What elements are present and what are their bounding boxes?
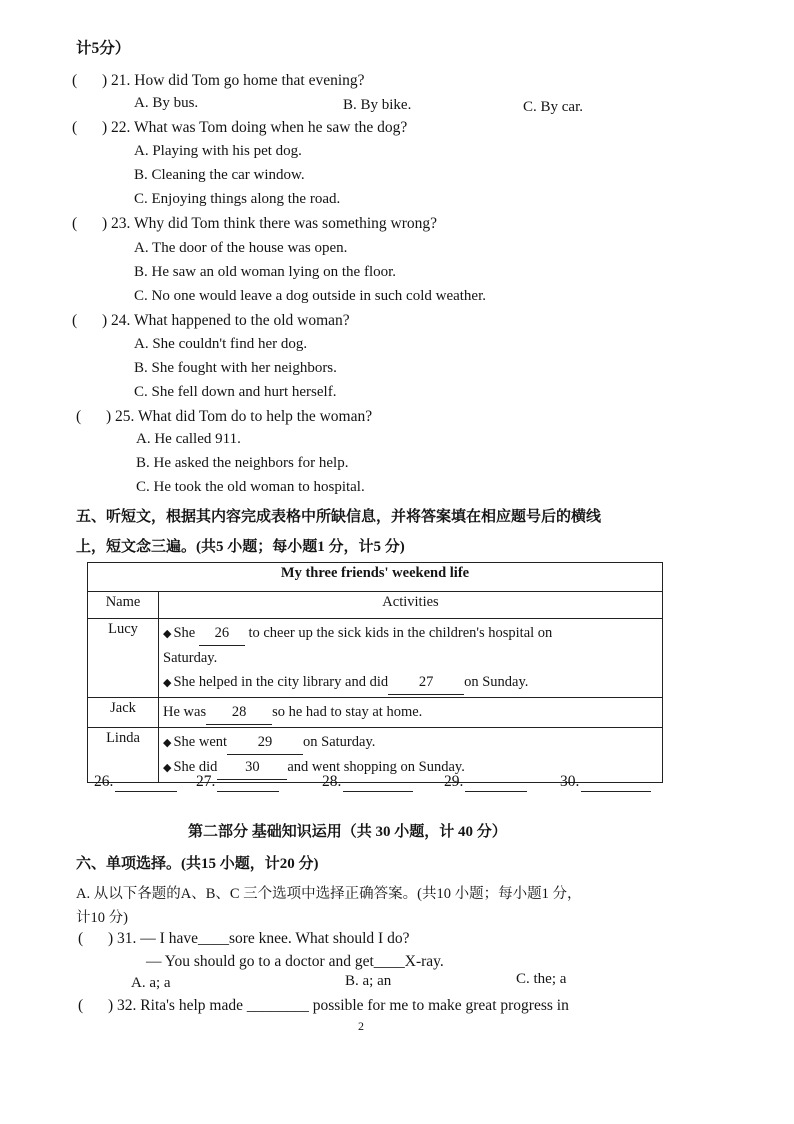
question-31-line2: — You should go to a doctor and get____X-ray.	[146, 953, 444, 970]
section5-title-line2: 上，短文念三遍。(共5 小题；每小题1 分，计5 分)	[76, 539, 405, 555]
row-name-jack: Jack	[88, 698, 159, 728]
row-name-linda: Linda	[88, 728, 159, 783]
answer-blank-30[interactable]	[581, 773, 651, 792]
section6-instr-line1: A. 从以下各题的A、B、C 三个选项中选择正确答案。(共10 小题；每小题1 分，	[76, 886, 582, 902]
page-number: 2	[358, 1019, 364, 1033]
option-22c: C. Enjoying things along the road.	[134, 191, 341, 207]
option-24a: A. She couldn't find her dog.	[134, 336, 308, 352]
option-21a: A. By bus.	[134, 95, 199, 111]
question-24-text: 24. What happened to the old woman?	[111, 312, 350, 329]
section6-title: 六、单项选择。(共15 小题，计20 分)	[76, 856, 319, 872]
option-31c: C. the; a	[516, 971, 567, 987]
blank-29[interactable]: 29	[227, 730, 303, 755]
question-25-text: 25. What did Tom do to help the woman?	[115, 408, 373, 425]
row-name-lucy: Lucy	[88, 619, 159, 698]
lucy-line1-cont: Saturday.	[163, 650, 218, 666]
diamond-bullet-icon: ◆	[163, 762, 172, 774]
table-row: Lucy ◆ She 26 to cheer up the sick kids in the children's hospital on Saturday. ◆ She helped in the city library and did 27 on Sunday.	[88, 619, 663, 698]
option-21b: B. By bike.	[343, 97, 412, 113]
part2-heading: 第二部分 基础知识运用（共 30 小题，计 40 分）	[188, 824, 507, 840]
question-31: ( ) 31. — I have____sore knee. What should I do?	[78, 930, 410, 947]
option-24b: B. She fought with her neighbors.	[134, 360, 337, 376]
question-21-text: 21. How did Tom go home that evening?	[111, 72, 365, 89]
option-23c: C. No one would leave a dog outside in such cold weather.	[134, 288, 487, 304]
option-25b: B. He asked the neighbors for help.	[136, 455, 349, 471]
diamond-bullet-icon: ◆	[163, 737, 172, 749]
table-caption: My three friends' weekend life	[88, 563, 663, 592]
section4-score-cont: 计5分）	[76, 40, 131, 57]
question-22-text: 22. What was Tom doing when he saw the dog?	[111, 119, 408, 136]
diamond-bullet-icon: ◆	[163, 677, 172, 689]
answer-blank-27[interactable]	[217, 773, 279, 792]
option-31a: A. a; a	[131, 975, 171, 991]
blank-26[interactable]: 26	[199, 621, 245, 646]
option-22b: B. Cleaning the car window.	[134, 167, 305, 183]
question-32: ( ) 32. Rita's help made ________ possible for me to make great progress in	[78, 997, 569, 1014]
blank-30[interactable]: 30	[217, 755, 287, 780]
blank-28[interactable]: 28	[206, 700, 272, 725]
answer-blank-29[interactable]	[465, 773, 527, 792]
question-32-line1: 32. Rita's help made ________ possible for me to make great progress in	[117, 997, 569, 1014]
answer-blank-26[interactable]	[115, 773, 177, 792]
diamond-bullet-icon: ◆	[163, 628, 172, 640]
option-23b: B. He saw an old woman lying on the floor.	[134, 264, 397, 280]
option-25a: A. He called 911.	[136, 431, 241, 447]
weekend-life-table	[87, 562, 663, 783]
table-header-name: Name	[88, 592, 159, 619]
section6-instr-line2: 计10 分)	[76, 910, 128, 926]
option-25c: C. He took the old woman to hospital.	[136, 479, 365, 495]
option-21c: C. By car.	[523, 99, 583, 115]
section5-title-line1: 五、听短文，根据其内容完成表格中所缺信息，并将答案填在相应题号后的横线	[76, 509, 602, 525]
option-24c: C. She fell down and hurt herself.	[134, 384, 337, 400]
question-22: ( ) 22. What was Tom doing when he saw the dog?	[72, 119, 408, 136]
blank-27[interactable]: 27	[388, 670, 464, 695]
question-23: ( ) 23. Why did Tom think there was something wrong?	[72, 215, 438, 232]
question-21: ( ) 21. How did Tom go home that evening?	[72, 72, 365, 89]
table-header-activities: Activities	[159, 592, 663, 619]
question-24: ( ) 24. What happened to the old woman?	[72, 312, 350, 329]
option-31b: B. a; an	[345, 973, 392, 989]
answer-blank-28[interactable]	[343, 773, 413, 792]
question-31-line1: 31. — I have____sore knee. What should I do?	[117, 930, 410, 947]
table-row: Linda ◆ She went 29 on Saturday. ◆ She did 30 and went shopping on Sunday.	[88, 728, 663, 783]
question-25: ( ) 25. What did Tom do to help the woman?	[76, 408, 373, 425]
option-22a: A. Playing with his pet dog.	[134, 143, 302, 159]
question-23-text: 23. Why did Tom think there was something wrong?	[111, 215, 438, 232]
table-row: Jack He was 28 so he had to stay at home.	[88, 698, 663, 728]
option-23a: A. The door of the house was open.	[134, 240, 348, 256]
